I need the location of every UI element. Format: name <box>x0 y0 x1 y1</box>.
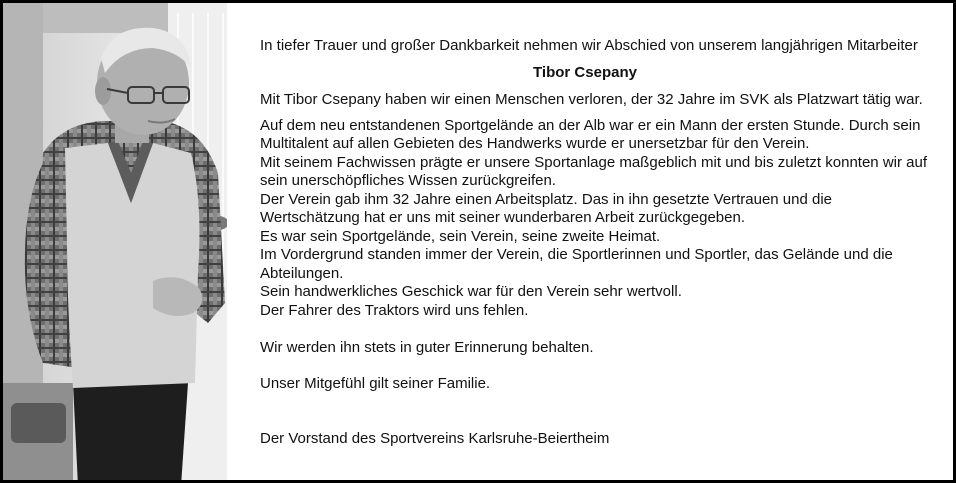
sympathy-line: Unser Mitgefühl gilt seiner Familie. <box>260 375 491 392</box>
portrait-photo <box>3 3 227 483</box>
memory-line: Wir werden ihn stets in guter Erinnerung behalten. <box>260 338 594 356</box>
body-line: sein unerschöpfliches Wissen zurückgreifen. <box>260 172 556 189</box>
intro-line: In tiefer Trauer und großer Dankbarkeit nehmen wir Abschied von unserem langjährigen Mitarbeiter <box>260 37 918 54</box>
body-line: Im Vordergrund standen immer der Verein, die Sportlerinnen und Sportler, das Gelände und die <box>260 246 893 263</box>
body-line: Wertschätzung hat er uns mit seiner wunderbaren Arbeit zurückgegeben. <box>260 209 745 226</box>
body-line: Mit seinem Fachwissen prägte er unsere Sportanlage maßgeblich mit und bis zuletzt konnten wir auf <box>260 153 927 171</box>
body-line: Auf dem neu entstandenen Sportgelände an der Alb war er ein Mann der ersten Stunde. Durch sein <box>260 116 921 134</box>
body-line: Mit Tibor Csepany haben wir einen Menschen verloren, der 32 Jahre im SVK als Platzwart tätig war. <box>260 91 923 108</box>
body-line: Sein handwerkliches Geschick war für den Verein sehr wertvoll. <box>260 283 682 300</box>
signature-line: Der Vorstand des Sportvereins Karlsruhe-Beiertheim <box>260 430 610 447</box>
obituary-text <box>260 37 950 449</box>
body-line: Multitalent auf allen Gebieten des Handwerks wurde er unersetzbar für den Verein. <box>260 135 810 152</box>
body-line: Abteilungen. <box>260 264 344 282</box>
deceased-name: Tibor Csepany <box>533 63 637 81</box>
body-line: Der Verein gab ihm 32 Jahre einen Arbeitsplatz. Das in ihn gesetzte Vertrauen und die <box>260 190 833 208</box>
body-line: Es war sein Sportgelände, sein Verein, seine zweite Heimat. <box>260 227 661 245</box>
body-line: Der Fahrer des Traktors wird uns fehlen. <box>260 301 529 319</box>
